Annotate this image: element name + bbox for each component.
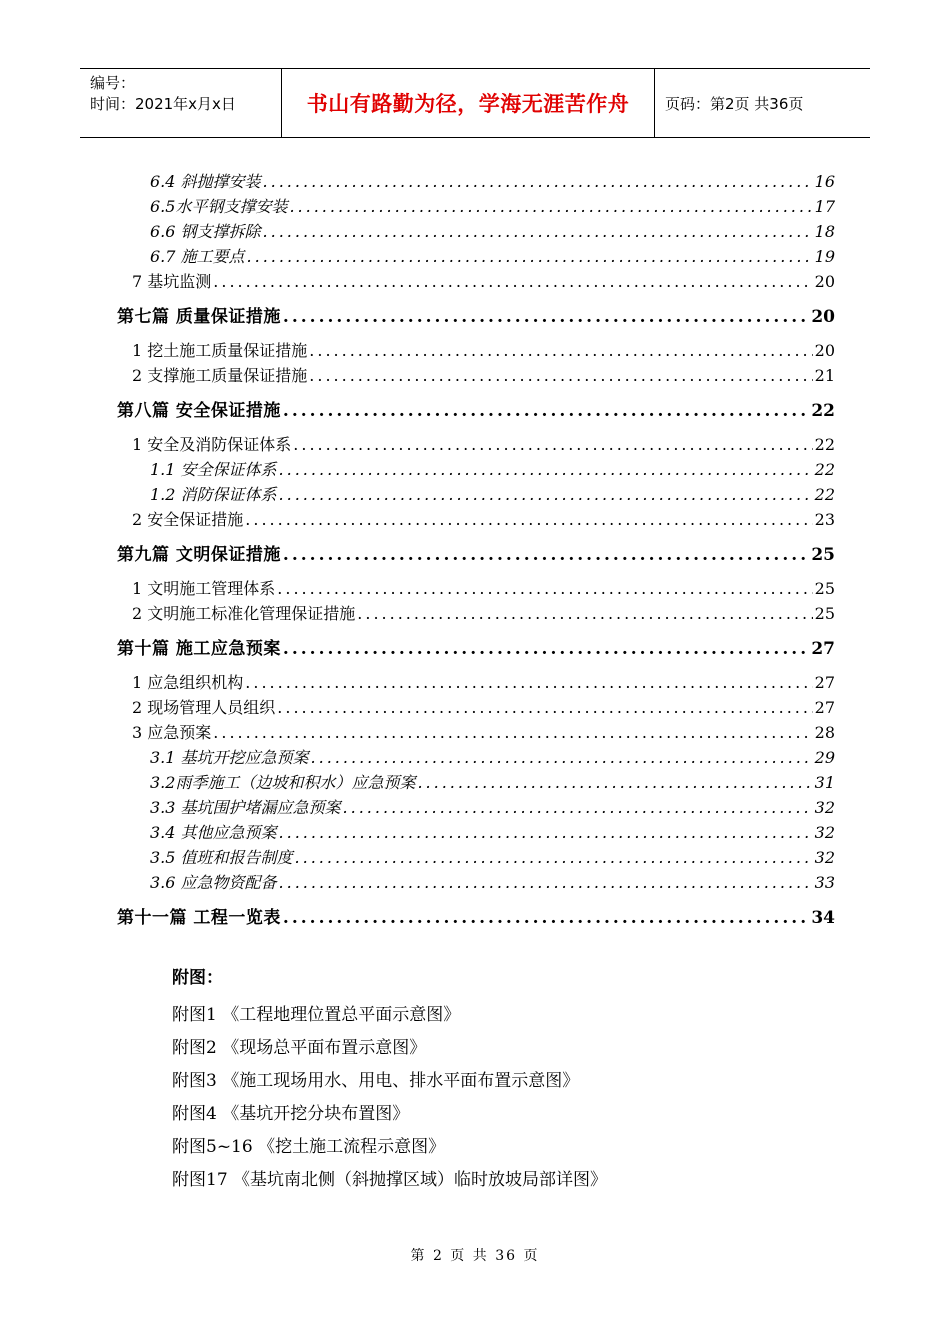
toc-leader-dots bbox=[357, 602, 812, 626]
toc-entry-title: 第十一篇 工程一览表 bbox=[117, 907, 281, 928]
toc-part-entry bbox=[117, 637, 835, 661]
page-header bbox=[80, 68, 870, 138]
toc-part-entry bbox=[117, 399, 835, 423]
toc-entry-title: 3.6 应急物资配备 bbox=[150, 873, 277, 892]
toc-leader-dots bbox=[283, 906, 809, 930]
toc-entry-title: 2 支撑施工质量保证措施 bbox=[132, 366, 308, 385]
toc-entry-title: 3 应急预案 bbox=[132, 723, 212, 742]
toc-entry-title: 3.3 基坑围护堵漏应急预案 bbox=[150, 798, 341, 817]
toc-entry-page: 29 bbox=[814, 748, 835, 767]
toc-entry-page: 18 bbox=[814, 222, 835, 241]
toc-subsection-entry bbox=[150, 170, 835, 194]
toc-entry-page: 31 bbox=[814, 773, 835, 792]
toc-leader-dots bbox=[245, 671, 812, 695]
figure-item: 附图5~16 《挖土施工流程示意图》 bbox=[172, 1137, 446, 1157]
toc-entry-page: 25 bbox=[811, 544, 835, 565]
toc-entry-title: 3.1 基坑开挖应急预案 bbox=[150, 748, 309, 767]
toc-part-entry bbox=[117, 305, 835, 329]
toc-entry-title: 1 挖土施工质量保证措施 bbox=[132, 341, 308, 360]
toc-entry-title: 3.5 值班和报告制度 bbox=[150, 848, 293, 867]
toc-leader-dots bbox=[309, 339, 812, 363]
toc-entry-title: 6.5水平钢支撑安装 bbox=[150, 197, 288, 216]
toc-entry-page: 21 bbox=[814, 366, 835, 385]
toc-leader-dots bbox=[283, 399, 809, 423]
toc-section-entry bbox=[132, 270, 835, 294]
figure-item: 附图2 《现场总平面布置示意图》 bbox=[172, 1038, 427, 1058]
toc-subsection-entry bbox=[150, 821, 835, 845]
toc-entry-page: 17 bbox=[814, 197, 835, 216]
toc-entry-page: 23 bbox=[814, 510, 835, 529]
toc-leader-dots bbox=[283, 305, 809, 329]
toc-entry-title: 第七篇 质量保证措施 bbox=[117, 306, 281, 327]
toc-leader-dots bbox=[247, 245, 813, 269]
toc-subsection-entry bbox=[150, 245, 835, 269]
toc-section-entry bbox=[132, 577, 835, 601]
toc-entry-title: 2 现场管理人员组织 bbox=[132, 698, 276, 717]
header-motto-cell bbox=[282, 69, 655, 137]
toc-section-entry bbox=[132, 508, 835, 532]
toc-part-entry bbox=[117, 543, 835, 567]
toc-entry-page: 27 bbox=[811, 638, 835, 659]
toc-entry-title: 1.1 安全保证体系 bbox=[150, 460, 277, 479]
toc-entry-title: 1 安全及消防保证体系 bbox=[132, 435, 292, 454]
toc-entry-page: 22 bbox=[814, 460, 835, 479]
toc-entry-page: 27 bbox=[814, 698, 835, 717]
toc-entry-page: 27 bbox=[814, 673, 835, 692]
toc-entry-title: 第八篇 安全保证措施 bbox=[117, 400, 281, 421]
toc-entry-page: 20 bbox=[811, 306, 835, 327]
toc-entry-title: 2 文明施工标准化管理保证措施 bbox=[132, 604, 356, 623]
toc-leader-dots bbox=[283, 543, 809, 567]
toc-entry-page: 33 bbox=[814, 873, 835, 892]
toc-leader-dots bbox=[279, 821, 813, 845]
toc-entry-page: 22 bbox=[811, 400, 835, 421]
toc-leader-dots bbox=[289, 195, 812, 219]
figure-item: 附图1 《工程地理位置总平面示意图》 bbox=[172, 1005, 461, 1025]
document-date: 时间：2021年x月x日 bbox=[90, 95, 236, 113]
header-meta bbox=[80, 69, 282, 137]
toc-leader-dots bbox=[293, 433, 812, 457]
toc-entry-title: 7 基坑监测 bbox=[132, 272, 212, 291]
toc-leader-dots bbox=[277, 577, 812, 601]
toc-entry-page: 20 bbox=[814, 272, 835, 291]
toc-subsection-entry bbox=[150, 458, 835, 482]
toc-subsection-entry bbox=[150, 771, 835, 795]
figure-list bbox=[172, 965, 607, 1197]
figure-list-title: 附图： bbox=[172, 968, 223, 988]
toc-entry-title: 2 安全保证措施 bbox=[132, 510, 244, 529]
toc-subsection-entry bbox=[150, 796, 835, 820]
toc-leader-dots bbox=[279, 458, 813, 482]
toc-entry-title: 1.2 消防保证体系 bbox=[150, 485, 277, 504]
toc-leader-dots bbox=[343, 796, 813, 820]
toc-leader-dots bbox=[279, 483, 813, 507]
toc-entry-title: 1 文明施工管理体系 bbox=[132, 579, 276, 598]
toc-section-entry bbox=[132, 339, 835, 363]
toc-subsection-entry bbox=[150, 483, 835, 507]
document-number-label: 编号： bbox=[90, 74, 136, 92]
toc-leader-dots bbox=[263, 220, 813, 244]
toc-entry-title: 6.4 斜抛撑安装 bbox=[150, 172, 261, 191]
toc-entry-page: 32 bbox=[814, 823, 835, 842]
figure-item: 附图3 《施工现场用水、用电、排水平面布置示意图》 bbox=[172, 1071, 580, 1091]
toc-leader-dots bbox=[213, 721, 812, 745]
toc-section-entry bbox=[132, 433, 835, 457]
toc-entry-page: 22 bbox=[814, 435, 835, 454]
toc-entry-page: 28 bbox=[814, 723, 835, 742]
toc-entry-page: 32 bbox=[814, 798, 835, 817]
toc-entry-page: 34 bbox=[811, 907, 835, 928]
toc-section-entry bbox=[132, 696, 835, 720]
toc-entry-title: 3.2雨季施工（边坡和积水）应急预案 bbox=[150, 773, 416, 792]
toc-entry-title: 第九篇 文明保证措施 bbox=[117, 544, 281, 565]
toc-entry-title: 6.6 钢支撑拆除 bbox=[150, 222, 261, 241]
toc-entry-page: 16 bbox=[814, 172, 835, 191]
toc-subsection-entry bbox=[150, 220, 835, 244]
toc-subsection-entry bbox=[150, 195, 835, 219]
toc-section-entry bbox=[132, 602, 835, 626]
toc-entry-title: 1 应急组织机构 bbox=[132, 673, 244, 692]
toc-leader-dots bbox=[311, 746, 813, 770]
toc-section-entry bbox=[132, 721, 835, 745]
figure-item: 附图4 《基坑开挖分块布置图》 bbox=[172, 1104, 410, 1124]
toc-entry-title: 3.4 其他应急预案 bbox=[150, 823, 277, 842]
toc-section-entry bbox=[132, 671, 835, 695]
toc-leader-dots bbox=[279, 871, 813, 895]
toc-subsection-entry bbox=[150, 746, 835, 770]
toc-leader-dots bbox=[277, 696, 812, 720]
toc-entry-page: 32 bbox=[814, 848, 835, 867]
toc-subsection-entry bbox=[150, 846, 835, 870]
toc-leader-dots bbox=[283, 637, 809, 661]
toc-leader-dots bbox=[263, 170, 813, 194]
header-motto: 书山有路勤为径，学海无涯苦作舟 bbox=[306, 92, 630, 116]
toc-section-entry bbox=[132, 364, 835, 388]
toc-entry-title: 6.7 施工要点 bbox=[150, 247, 245, 266]
page-footer: 第 2 页 共 36 页 bbox=[410, 1248, 540, 1264]
toc-entry-page: 25 bbox=[814, 579, 835, 598]
toc-entry-title: 第十篇 施工应急预案 bbox=[117, 638, 281, 659]
toc-leader-dots bbox=[245, 508, 812, 532]
toc-entry-page: 25 bbox=[814, 604, 835, 623]
toc-part-entry bbox=[117, 906, 835, 930]
figure-item: 附图17 《基坑南北侧（斜抛撑区域）临时放坡局部详图》 bbox=[172, 1170, 608, 1190]
toc-subsection-entry bbox=[150, 871, 835, 895]
toc-leader-dots bbox=[417, 771, 812, 795]
toc-entry-page: 19 bbox=[814, 247, 835, 266]
toc-entry-page: 20 bbox=[814, 341, 835, 360]
toc-leader-dots bbox=[295, 846, 813, 870]
toc-leader-dots bbox=[309, 364, 812, 388]
toc-leader-dots bbox=[213, 270, 812, 294]
header-page-info: 页码：第2页 共36页 bbox=[665, 94, 804, 113]
toc-entry-page: 22 bbox=[814, 485, 835, 504]
